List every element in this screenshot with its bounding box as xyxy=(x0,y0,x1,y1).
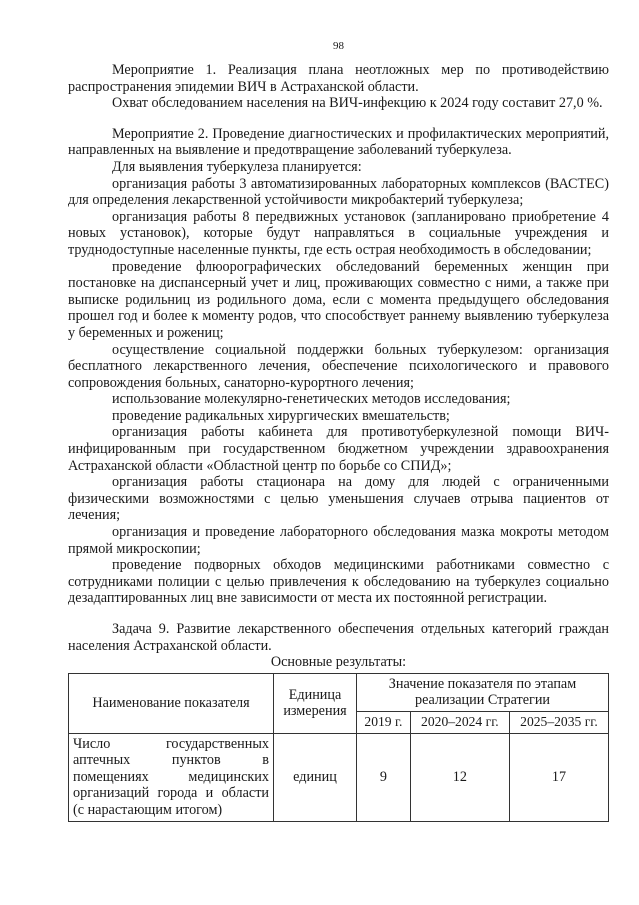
paragraph: проведение флюорографических обследований беременных женщин при постановке на диспансерный учет и лиц, проживающих совместно с ними, а также при выписке родильниц из родильного дома, если с момента предыдущего обследования прошел год и более к моменту родов, что способствует раннему выявлению туберкулеза у беременных и рожениц; xyxy=(68,258,609,341)
body-text xyxy=(68,62,609,671)
value-cell-2019: 9 xyxy=(357,733,411,821)
paragraph: организация работы кабинета для противотуберкулезной помощи ВИЧ-инфицированным при государственном бюджетном учреждении здравоохранения Астраханской области «Областной центр по борьбе со СПИД»; xyxy=(68,424,609,474)
header-value: Значение показателя по этапам реализации Стратегии xyxy=(357,673,609,711)
paragraph: организация работы 8 передвижных установок (запланировано приобретение 4 новых установок), которые будут направляться в социальные учреждения и труднодоступные населенные пункты, где есть острая необходимость в обследовании; xyxy=(68,208,609,258)
paragraph-gap xyxy=(68,607,609,621)
header-indicator-name: Наименование показателя xyxy=(69,673,274,733)
paragraph: организация и проведение лабораторного обследования мазка мокроты методом прямой микроскопии; xyxy=(68,524,609,557)
paragraph: Мероприятие 2. Проведение диагностических и профилактических мероприятий, направленных на выявление и предотвращение заболеваний туберкулеза. xyxy=(68,125,609,159)
table-row xyxy=(69,733,609,821)
paragraph: проведение подворных обходов медицинскими работниками совместно с сотрудниками полиции с целью привлечения к обследованию на туберкулез социально дезадаптированных лиц вне зависимости от места их постоянной регистрации. xyxy=(68,557,609,607)
paragraph: осуществление социальной поддержки больных туберкулезом: организация бесплатного лекарственного лечения, обеспечение психологического и правового сопровождения больных, санаторно-курортного лечения; xyxy=(68,341,609,391)
indicator-name-cell: Число государственных аптечных пунктов в помещениях медицинских организаций города и области (с нарастающим итогом) xyxy=(69,733,274,821)
header-stage-2025-2035: 2025–2035 гг. xyxy=(509,711,608,733)
header-stage-2019: 2019 г. xyxy=(357,711,411,733)
page-number: 98 xyxy=(333,40,344,52)
paragraph: Мероприятие 1. Реализация плана неотложных мер по противодействию распространения эпидемии ВИЧ в Астраханской области. xyxy=(68,62,609,95)
results-table xyxy=(68,673,609,822)
header-unit: Единица измерения xyxy=(274,673,357,733)
paragraph: Для выявления туберкулеза планируется: xyxy=(112,158,362,175)
paragraph: использование молекулярно-генетических методов исследования; xyxy=(112,391,511,408)
value-cell-2025-2035: 17 xyxy=(509,733,608,821)
paragraph: Задача 9. Развитие лекарственного обеспечения отдельных категорий граждан населения Астраханской области. xyxy=(68,621,609,654)
paragraph: проведение радикальных хирургических вмешательств; xyxy=(112,407,450,424)
paragraph-gap xyxy=(68,112,609,126)
header-stage-2020-2024: 2020–2024 гг. xyxy=(410,711,509,733)
unit-cell: единиц xyxy=(274,733,357,821)
paragraph: организация работы стационара на дому для людей с ограниченными физическими возможностями с целью уменьшения случаев отрыва пациентов от лечения; xyxy=(68,474,609,524)
paragraph: Охват обследованием населения на ВИЧ-инфекцию к 2024 году составит 27,0 %. xyxy=(112,95,603,112)
paragraph: организация работы 3 автоматизированных лабораторных комплексов (ВАСТЕС) для определения лекарственной устойчивости микробактерий туберкулеза; xyxy=(68,175,609,209)
paragraph: Основные результаты: xyxy=(270,654,407,671)
value-cell-2020-2024: 12 xyxy=(410,733,509,821)
